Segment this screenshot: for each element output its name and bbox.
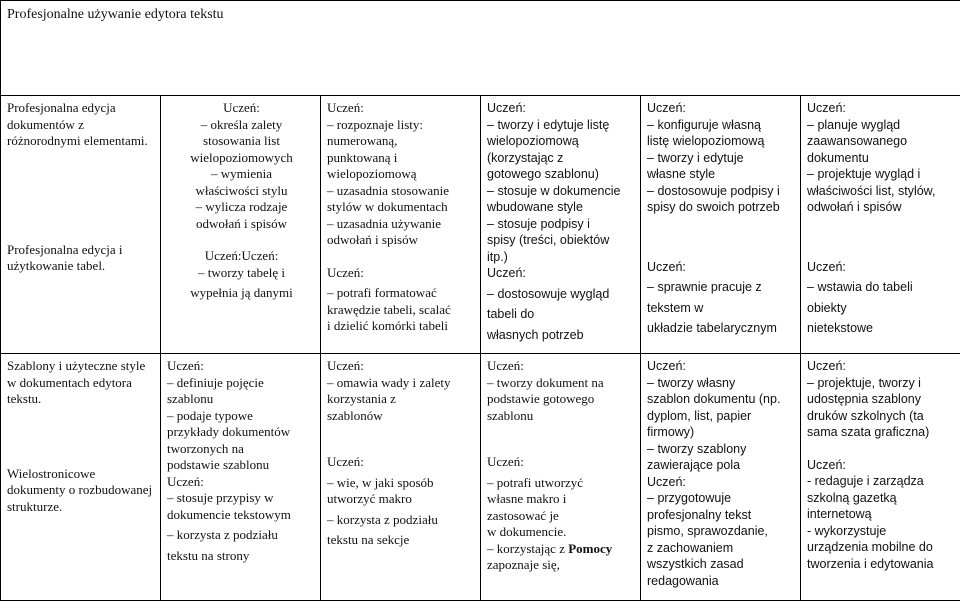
skill-text: dokumentu <box>807 150 869 165</box>
skill-text: redagowania <box>647 573 719 588</box>
skill-text: itp.) <box>487 249 508 264</box>
skill-text: określa zalety <box>210 116 283 132</box>
skill-text: tworzenia i edytowania <box>807 556 934 571</box>
student-label: Uczeń: <box>487 266 526 280</box>
skill-text: stylów w dokumentach <box>327 199 448 214</box>
skill-text: przykłady dokumentów <box>167 424 291 439</box>
skill-text: podstawie gotowego <box>487 391 595 406</box>
skill-text: wielopoziomowych <box>190 149 293 165</box>
level-cell: Uczeń: – definiuje pojęcie szablonu – podaje typowe przykłady dokumentów tworzonych na podstawie szablonu Uczeń: – stosuje przypisy w dokumencie tekstowym – korzysta z podziału tekstu na strony <box>161 354 321 601</box>
level-cell: Uczeń: – projektuje, tworzy i udostępnia szablony druków szkolnych (ta sama szata graficzna) Uczeń: - redaguje i zarządza szkolną gazetką internetową - wykorzystuje urządzenia mobilne do tworzenia i edytowania <box>801 354 960 601</box>
skill-text: utworzyć makro <box>327 491 412 506</box>
skill-text: uzasadnia używanie <box>336 215 442 231</box>
level-cell: Uczeń: – rozpoznaje listy: numerowaną, punktowaną i wielopoziomową – uzasadnia stosowanie stylów w dokumentach – uzasadnia używanie odwołań i spisów Uczeń: – potrafi formatować krawędzie tabeli, scalać i dzielić komórki tabeli <box>321 96 481 354</box>
skill-text: gotowego szablonu) <box>487 167 599 181</box>
skill-text: (korzystając z <box>487 150 564 165</box>
level-cell: Uczeń: – tworzy własny szablon dokumentu (np. dyplom, list, papier firmowy) – tworzy szablony zawierające pola Uczeń: – przygotowuje profesjonalny tekst pismo, sprawozdanie, z zachowaniem wszystkich zasad redagowania <box>641 354 801 601</box>
skill-text: projektuje, tworzy i <box>817 375 921 390</box>
skill-text: sama szata graficzna) <box>807 425 930 439</box>
skill-text: dyplom, list, papier <box>647 408 752 423</box>
student-label: Uczeń: <box>647 259 686 274</box>
skill-text: planuje wygląd <box>817 117 901 132</box>
skill-text: własnych potrzeb <box>487 327 584 342</box>
skill-text: internetową <box>807 507 872 521</box>
title-cell <box>1 1 960 96</box>
level-cell: Uczeń: – tworzy i edytuje listę wielopoziomową (korzystając z gotowego szablonu) – stosuje w dokumencie wbudowane style – stosuje podpisy i spisy (treści, obiektów itp.) Uczeń: – dostosowuje wygląd tabeli do własnych potrzeb <box>481 96 641 354</box>
student-label: Uczeń: <box>167 473 204 489</box>
table-row <box>1 354 960 601</box>
student-label: Uczeń: <box>647 359 686 373</box>
skill-text: stosuje podpisy i <box>497 216 590 231</box>
skill-text: nietekstowe <box>807 321 874 335</box>
skill-text: wszystkich zasad <box>647 557 744 571</box>
skill-text: szablon dokumentu (np. <box>647 392 781 406</box>
skill-text: podaje typowe <box>176 407 253 423</box>
skill-text: odwołań i spisów <box>807 200 902 214</box>
topic-text: Wielostronicowe dokumenty o rozbudowanej strukturze. <box>7 465 153 514</box>
student-label: Uczeń: <box>647 474 686 489</box>
skill-text: dostosowuje wygląd <box>497 286 610 301</box>
skill-text: omawia wady i zalety <box>336 374 451 390</box>
skill-text: własne style <box>647 167 716 181</box>
skill-text: zaawansowanego <box>807 134 908 148</box>
skill-text: listę wielopoziomową <box>647 134 765 148</box>
skill-text: stosowania list <box>203 133 280 148</box>
student-label: Uczeń: <box>487 101 526 115</box>
skill-text: wie, w jaki sposób <box>336 474 434 490</box>
skill-text: definiuje pojęcie <box>176 374 264 390</box>
skill-text: tworzy własny <box>657 375 736 390</box>
skill-text: własne makro i <box>487 491 567 506</box>
student-label: Uczeń: <box>807 259 846 274</box>
table-row <box>1 96 960 354</box>
student-label: Uczeń: <box>487 454 524 469</box>
skill-text: korzysta z podziału <box>176 527 278 542</box>
skill-text: dostosowuje podpisy i <box>657 183 780 198</box>
skill-text: konfiguruje własną <box>657 117 761 132</box>
student-label: Uczeń: <box>167 358 204 373</box>
skill-text: i dzielić komórki tabeli <box>327 318 448 333</box>
skill-text: numerowaną, <box>327 133 398 148</box>
skill-text: stosuje w dokumencie <box>497 183 621 198</box>
skill-text: spisy do swoich potrzeb <box>647 200 780 214</box>
skill-text: zastosować je <box>487 507 559 523</box>
skill-text: obiekty <box>807 300 847 315</box>
student-label: Uczeń: <box>487 358 524 373</box>
skill-text: firmowy) <box>647 425 695 439</box>
skill-text: rozpoznaje listy: <box>336 116 424 132</box>
student-label: Uczeń: <box>327 358 364 373</box>
skill-text: - wykorzystuje <box>807 523 887 538</box>
skill-text: profesjonalny tekst <box>647 507 752 522</box>
skill-text: tekstem w <box>647 300 704 315</box>
student-label: Uczeń: <box>807 359 846 373</box>
student-label: Uczeń: <box>327 100 364 115</box>
skill-text: tworzy i edytuje listę <box>497 117 610 132</box>
skill-text: szablonów <box>327 407 383 423</box>
skill-text: spisy (treści, obiektów <box>487 233 610 247</box>
skill-text: - redaguje i zarządza <box>807 474 924 488</box>
skill-text: układzie tabelarycznym <box>647 321 777 335</box>
topic-cell <box>1 354 161 601</box>
skill-text: wylicza rodzaje <box>205 199 288 214</box>
skill-text: urządzenia mobilne do <box>807 540 933 554</box>
skill-text: korzysta z podziału <box>336 511 438 527</box>
skill-text: wstawia do tabeli <box>817 280 913 294</box>
skill-text: w dokumencie. <box>487 524 567 539</box>
skill-text: szablonu <box>487 407 534 423</box>
student-label: Uczeń: <box>807 457 846 472</box>
skill-text: druków szkolnych (ta <box>807 408 924 423</box>
skill-text: z zachowaniem <box>647 540 734 555</box>
skill-text: dokumencie tekstowym <box>167 506 291 522</box>
level-cell: Uczeń: – określa zalety stosowania list wielopoziomowych – wymienia właściwości stylu – wylicza rodzaje odwołań i spisów Uczeń:Uczeń: – tworzy tabelę i wypełnia ją danymi <box>161 96 321 354</box>
skill-text: właściwości stylu <box>195 182 288 198</box>
skill-text: punktowaną i <box>327 149 398 165</box>
document-title: Profesjonalne używanie edytora tekstu <box>7 7 224 22</box>
skill-text: zawierające pola <box>647 458 741 472</box>
skill-text: krawędzie tabeli, scalać <box>327 301 451 317</box>
skill-text: wielopoziomową <box>487 134 579 148</box>
skill-text: tworzonych na <box>167 440 244 456</box>
skill-text: przygotowuje <box>657 491 732 505</box>
skill-text: szablonu <box>167 391 214 406</box>
student-label: Uczeń: <box>327 454 364 469</box>
skill-text: właściwości list, stylów, <box>807 183 936 198</box>
student-label: Uczeń: <box>327 264 364 280</box>
help-keyword: Pomocy <box>568 540 613 556</box>
skill-text: tekstu na strony <box>167 547 250 563</box>
skill-text: tworzy dokument na <box>496 374 604 390</box>
topic-cell <box>1 96 161 354</box>
skill-text: korzystając z <box>496 540 565 556</box>
skill-text: odwołań i spisów <box>196 215 287 231</box>
skill-text: tworzy i edytuje <box>657 150 744 165</box>
student-label: Uczeń: <box>647 101 686 115</box>
level-cell: Uczeń: – omawia wady i zalety korzystania z szablonów Uczeń: – wie, w jaki sposób utworzyć makro – korzysta z podziału tekstu na sekcje <box>321 354 481 601</box>
student-label: Uczeń:Uczeń: <box>204 248 279 263</box>
skill-text: tekstu na sekcje <box>327 532 410 547</box>
skill-text: wielopoziomową <box>327 166 417 181</box>
skill-text: korzystania z <box>327 391 396 406</box>
level-cell: Uczeń: – tworzy dokument na podstawie gotowego szablonu Uczeń: – potrafi utworzyć własne makro i zastosować je w dokumencie. – korzystając z Pomocy zapoznaje się, <box>481 354 641 601</box>
skill-text: wymienia <box>220 166 272 181</box>
skill-text: szkolną gazetką <box>807 490 897 505</box>
skill-text: pismo, sprawozdanie, <box>647 524 768 538</box>
level-cell: Uczeń: – planuje wygląd zaawansowanego dokumentu – projektuje wygląd i właściwości list, stylów, odwołań i spisów Uczeń: – wstawia do tabeli obiekty nietekstowe <box>801 96 960 354</box>
skill-text: tworzy tabelę i <box>207 264 285 280</box>
skill-text: potrafi utworzyć <box>496 474 584 490</box>
skill-text: udostępnia szablony <box>807 392 921 406</box>
skill-text: zapoznaje się, <box>487 557 560 572</box>
level-cell: Uczeń: – konfiguruje własną listę wielopoziomową – tworzy i edytuje własne style – dostosowuje podpisy i spisy do swoich potrzeb Uczeń: – sprawnie pracuje z tekstem w układzie tabelarycznym <box>641 96 801 354</box>
skill-text: uzasadnia stosowanie <box>336 182 450 198</box>
topic-text: Szablony i użyteczne style w dokumentach edytora tekstu. <box>7 358 146 406</box>
skill-text: wypełnia ją danymi <box>190 285 293 300</box>
student-label: Uczeń: <box>807 101 846 115</box>
skill-text: odwołań i spisów <box>327 232 418 247</box>
skill-text: wbudowane style <box>487 200 583 214</box>
skill-text: potrafi formatować <box>336 285 437 300</box>
topic-text: Profesjonalna edycja dokumentów z różnorodnymi elementami. <box>7 100 148 148</box>
skill-text: tabeli do <box>487 307 535 321</box>
student-label: Uczeń: <box>223 100 260 115</box>
skill-text: tworzy szablony <box>657 441 747 456</box>
topic-text: Profesjonalna edycja i użytkowanie tabel. <box>7 241 123 273</box>
skill-text: sprawnie pracuje z <box>657 280 762 294</box>
skill-text: podstawie szablonu <box>167 457 270 472</box>
skill-text: stosuje przypisy w <box>176 490 274 505</box>
skill-text: projektuje wygląd i <box>817 167 921 181</box>
